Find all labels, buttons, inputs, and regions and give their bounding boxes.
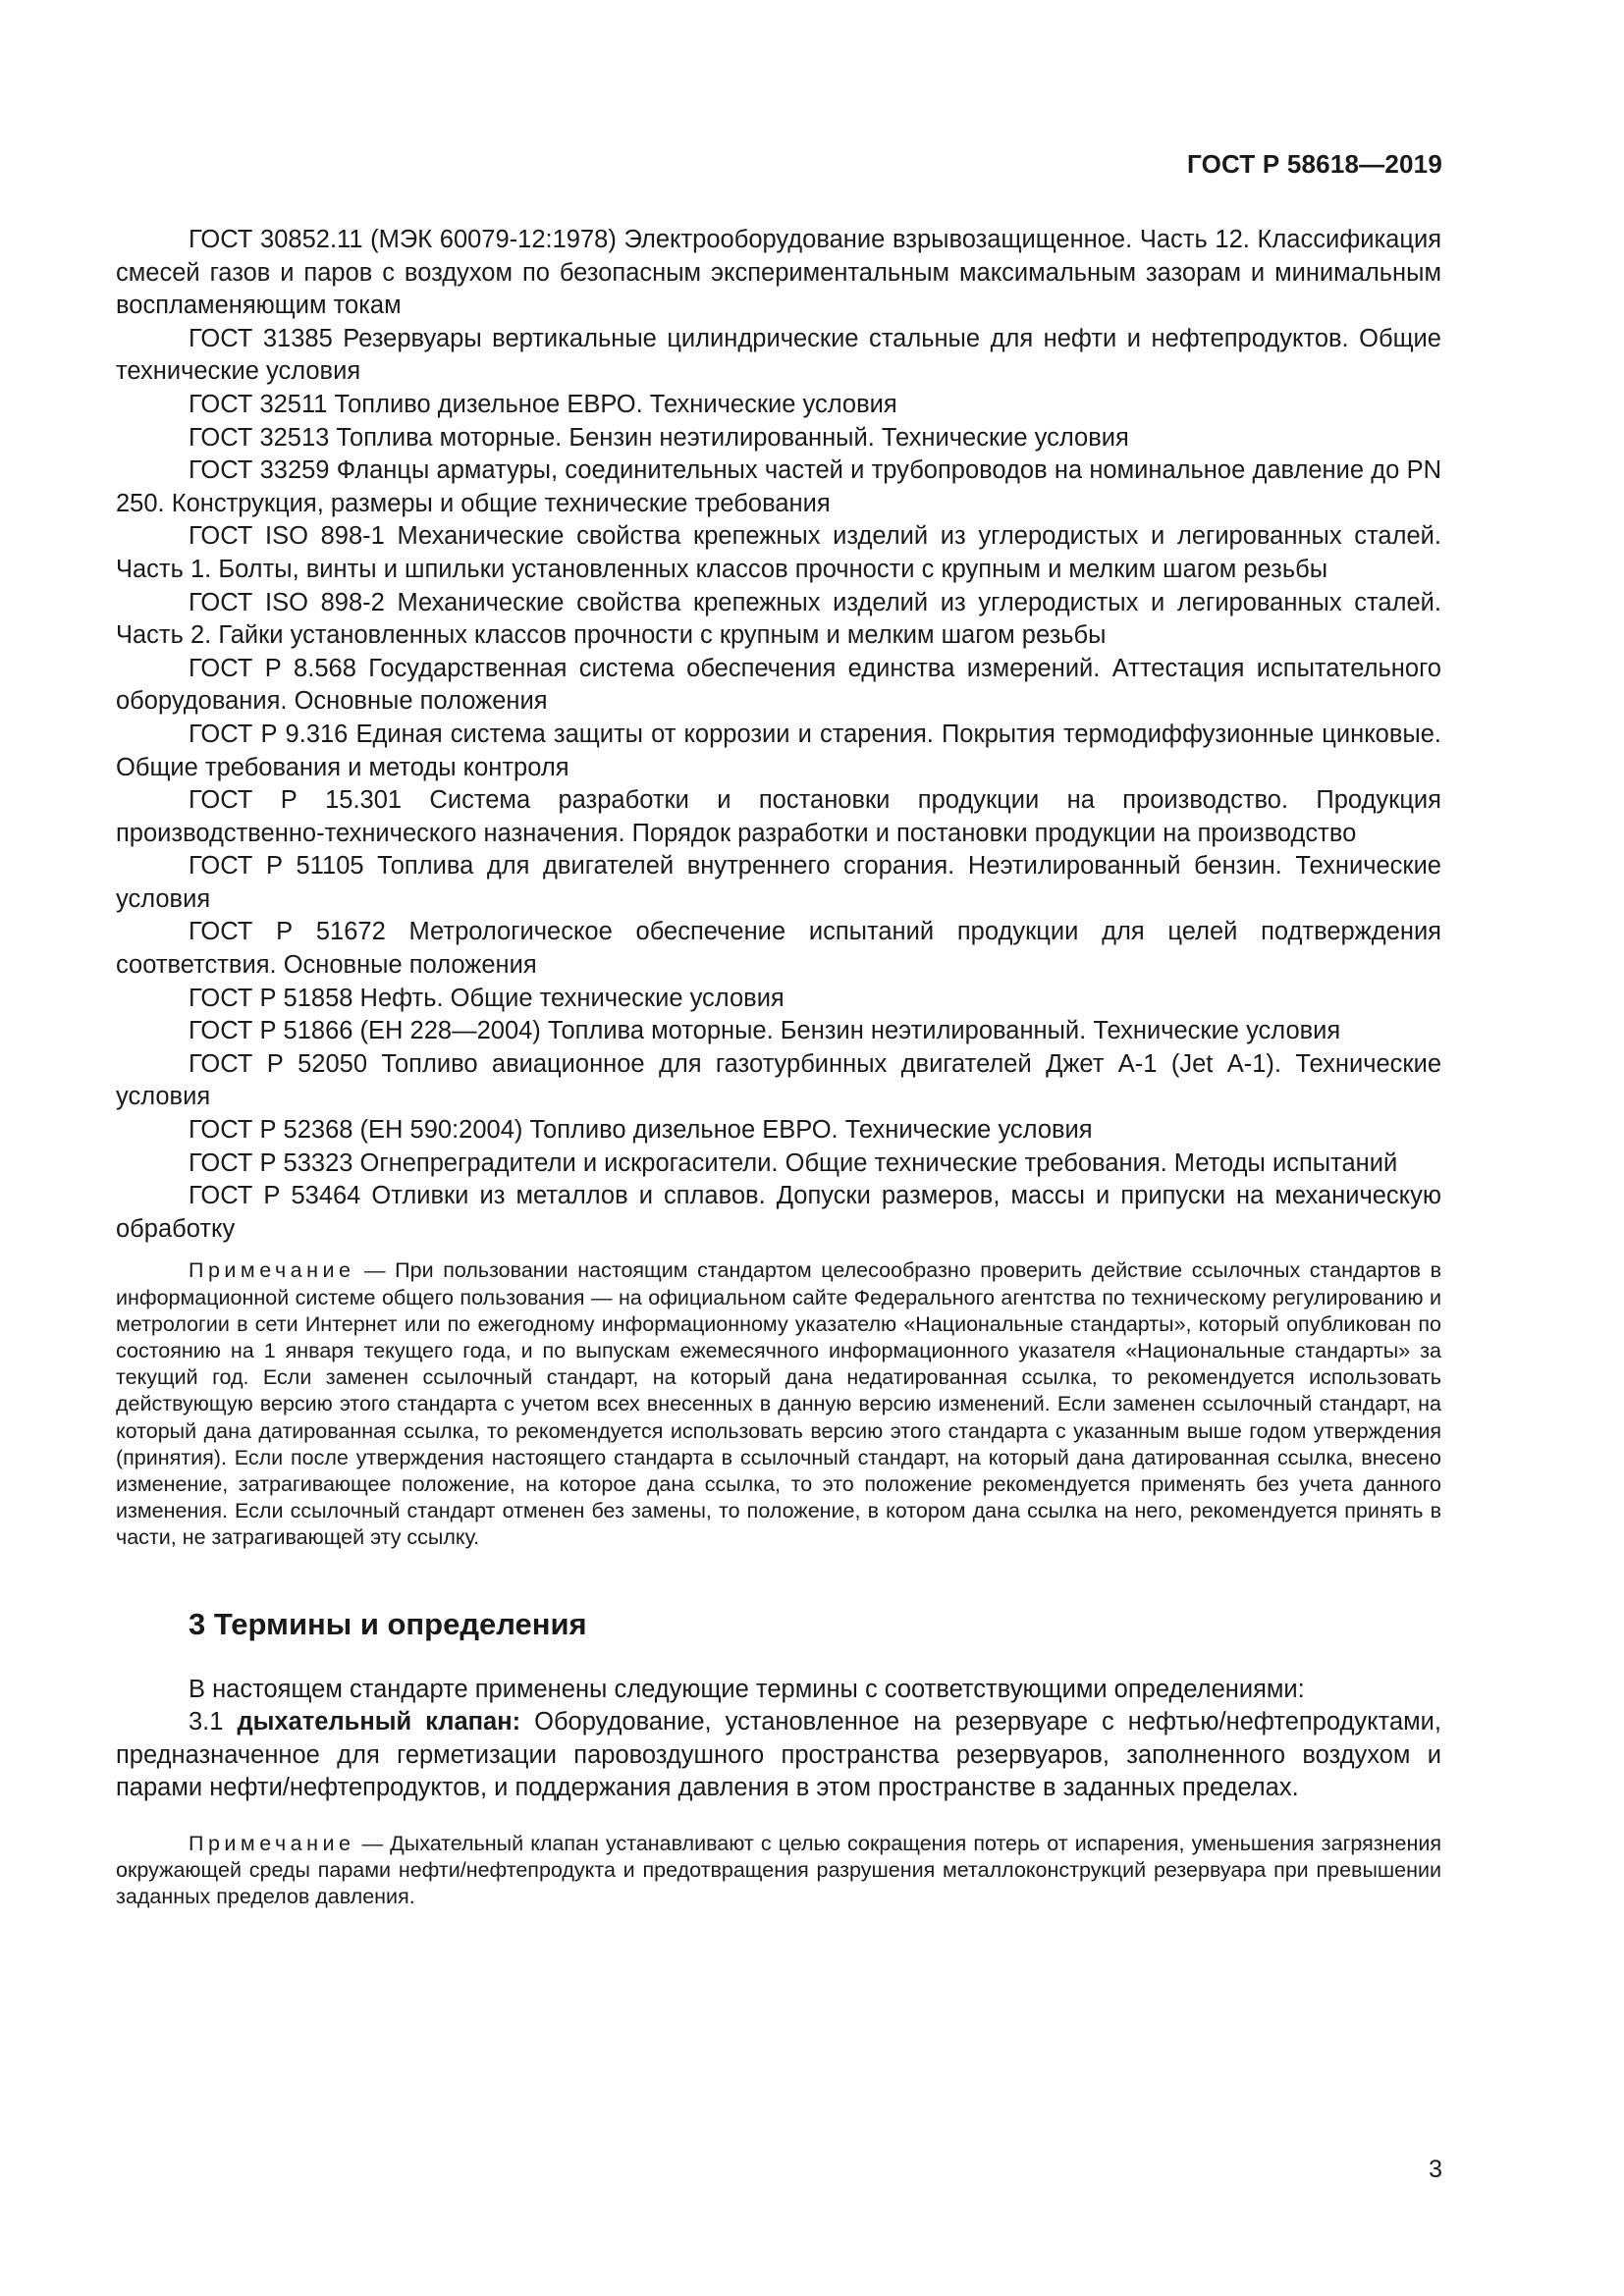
term-definition (116, 1706, 1441, 1805)
note-label: Примечание (189, 1258, 355, 1283)
normative-references-list (116, 224, 1441, 1246)
section-title: 3 Термины и определения (189, 1606, 587, 1641)
reference-item: ГОСТ ISO 898-2 Механические свойства крепежных изделий из углеродистых и легированных сталей. Часть 2. Гайки установленных классов прочности с крупным и мелким шагом резьбы (116, 588, 1441, 650)
term-number: 3.1 (189, 1708, 224, 1736)
reference-item: ГОСТ ISO 898-1 Механические свойства крепежных изделий из углеродистых и легированных сталей. Часть 1. Болты, винты и шпильки установленных классов прочности с крупным и мелким шагом резьбы (116, 522, 1441, 583)
reference-item: ГОСТ 31385 Резервуары вертикальные цилиндрические стальные для нефти и нефтепродуктов. Общие технические условия (116, 324, 1441, 386)
page-content (116, 224, 1441, 1911)
note-text: — Дыхательный клапан устанавливают с целью сокращения потерь от испарения, уменьшения загрязнения окружающей среды парами нефти/нефтепродукта и предотвращения разрушения металлоконструкций резервуара при превышении заданных пределов давления. (116, 1832, 1441, 1909)
reference-item: ГОСТ Р 51672 Метрологическое обеспечение испытаний продукции для целей подтверждения соответствия. Основные положения (116, 918, 1441, 980)
term-name: дыхательный клапан: (237, 1708, 521, 1736)
reference-item: ГОСТ Р 8.568 Государственная система обеспечения единства измерений. Аттестация испытательного оборудования. Основные положения (116, 654, 1441, 716)
reference-item: ГОСТ Р 51105 Топлива для двигателей внутреннего сгорания. Неэтилированный бензин. Технические условия (116, 852, 1441, 913)
note-text: — При пользовании настоящим стандартом целесообразно проверить действие ссылочных стандартов в информационной системе общего пользования — на официальном сайте Федерального агентства по техническому регулированию и метрологии в сети Интернет или по ежегодному информационному указателю «Национальные стандарты», который опубликован по состоянию на 1 января текущего года, и по выпускам ежемесячного информационного указателя «Национальные стандарты» за текущий год. Если заменен ссылочный стандарт, на который дана недатированная ссылка, то рекомендуется использовать действующую версию этого стандарта с учетом всех внесенных в данную версию изменений. Если заменен ссылочный стандарт, на который дана датированная ссылка, то рекомендуется использовать версию этого стандарта с указанным выше годом утверждения (принятия). Если после утверждения настоящего стандарта в ссылочный стандарт, на который дана датированная ссылка, внесено изменение, затрагивающее положение, на которое дана ссылка, то это положение рекомендуется применять без учета данного изменения. Если ссылочный стандарт отменен без замены, то положение, в котором дана ссылка на него, рекомендуется принять в части, не затрагивающей эту ссылку. (116, 1258, 1441, 1550)
note-label: Примечание (189, 1832, 355, 1856)
term-text: Оборудование, установленное на резервуаре с нефтью/нефтепродуктами, предназначенное для герметизации паровоздушного пространства резервуаров, заполненного воздухом и парами нефти/нефтепродуктов, и поддержания давления в этом пространстве в заданных пределах. (116, 1708, 1441, 1802)
reference-item: ГОСТ Р 53464 Отливки из металлов и сплавов. Допуски размеров, массы и припуски на механическую обработку (116, 1182, 1441, 1243)
section-intro: В настоящем стандарте применены следующие термины с соответствующими определениями: (189, 1675, 1305, 1703)
reference-item: ГОСТ 32513 Топлива моторные. Бензин неэтилированный. Технические условия (189, 423, 1129, 452)
page-number: 3 (1429, 2156, 1442, 2183)
reference-item: ГОСТ Р 51858 Нефть. Общие технические условия (189, 984, 785, 1012)
reference-item: ГОСТ Р 52050 Топливо авиационное для газотурбинных двигателей Джет А-1 (Jet А-1). Технические условия (116, 1049, 1441, 1111)
reference-item: ГОСТ Р 51866 (ЕН 228—2004) Топлива моторные. Бензин неэтилированный. Технические условия (189, 1017, 1341, 1045)
document-header: ГОСТ Р 58618—2019 (1187, 149, 1442, 179)
reference-item: ГОСТ Р 53323 Огнепреградители и искрогасители. Общие технические требования. Методы испытаний (189, 1148, 1398, 1177)
reference-item: ГОСТ Р 15.301 Система разработки и постановки продукции на производство. Продукция производственно-технического назначения. Порядок разработки и постановки продукции на производство (116, 786, 1441, 847)
reference-item: ГОСТ 32511 Топливо дизельное ЕВРО. Технические условия (189, 390, 897, 418)
reference-item: ГОСТ Р 52368 (ЕН 590:2004) Топливо дизельное ЕВРО. Технические условия (189, 1116, 1093, 1145)
reference-item: ГОСТ 33259 Фланцы арматуры, соединительных частей и трубопроводов на номинальное давление до PN 250. Конструкция, размеры и общие технические требования (116, 456, 1441, 517)
term-note (116, 1831, 1441, 1911)
reference-item: ГОСТ Р 9.316 Единая система защиты от коррозии и старения. Покрытия термодиффузионные цинковые. Общие требования и методы контроля (116, 720, 1441, 781)
references-note (116, 1257, 1441, 1551)
reference-item: ГОСТ 30852.11 (МЭК 60079-12:1978) Электрооборудование взрывозащищенное. Часть 12. Классификация смесей газов и паров с воздухом по безопасным экспериментальным максимальным зазорам и минимальным воспламеняющим токам (116, 226, 1441, 320)
